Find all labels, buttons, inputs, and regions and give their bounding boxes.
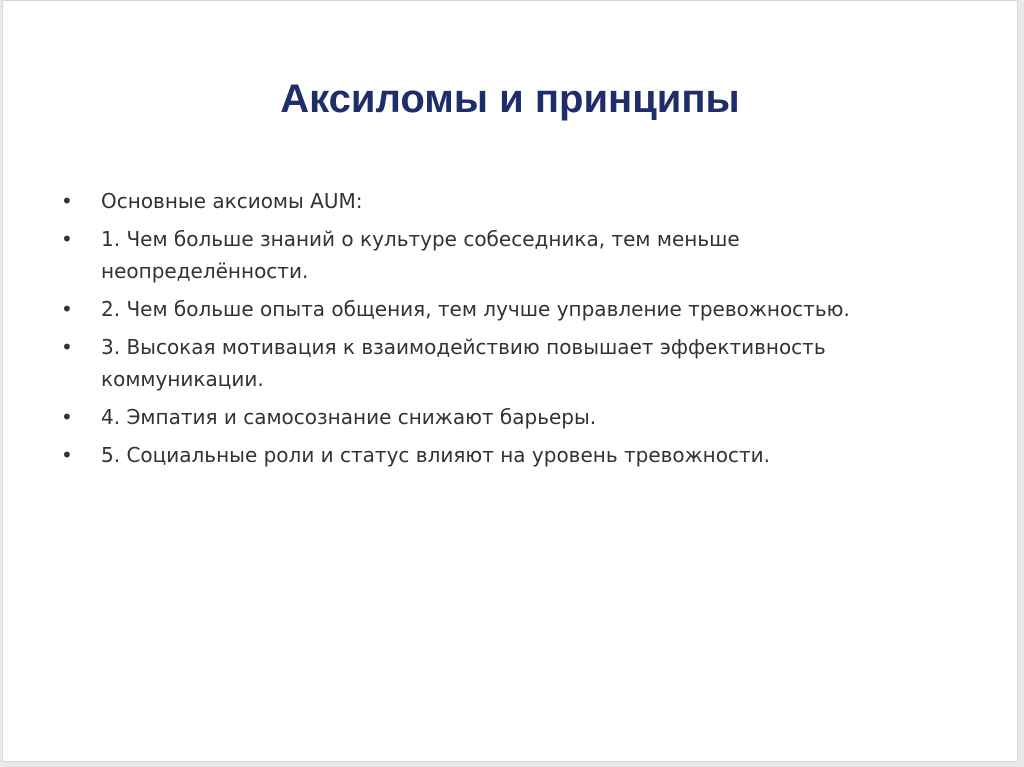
list-item (61, 439, 921, 471)
slide (2, 0, 1018, 762)
bullet-text: 4. Эмпатия и самосознание снижают барьеры. (101, 405, 597, 429)
bullet-icon: • (61, 297, 73, 321)
slide-title: Аксиломы и принципы (280, 77, 740, 121)
bullet-text: Основные аксиомы AUM: (101, 189, 363, 213)
list-item (61, 401, 921, 433)
bullet-icon: • (61, 443, 73, 467)
list-item (61, 331, 921, 395)
bullet-text: 3. Высокая мотивация к взаимодействию повышает эффективность коммуникации. (101, 335, 826, 391)
bullet-icon: • (61, 227, 73, 251)
bullet-icon: • (61, 189, 73, 213)
bullet-text: 5. Социальные роли и статус влияют на уровень тревожности. (101, 443, 770, 467)
bullet-list (61, 185, 921, 477)
list-item (61, 223, 921, 287)
bullet-text: 2. Чем больше опыта общения, тем лучше управление тревожностью. (101, 297, 850, 321)
list-item (61, 185, 921, 217)
bullet-text: 1. Чем больше знаний о культуре собеседника, тем меньше неопределённости. (101, 227, 740, 283)
list-item (61, 293, 921, 325)
bullet-icon: • (61, 335, 73, 359)
bullet-icon: • (61, 405, 73, 429)
